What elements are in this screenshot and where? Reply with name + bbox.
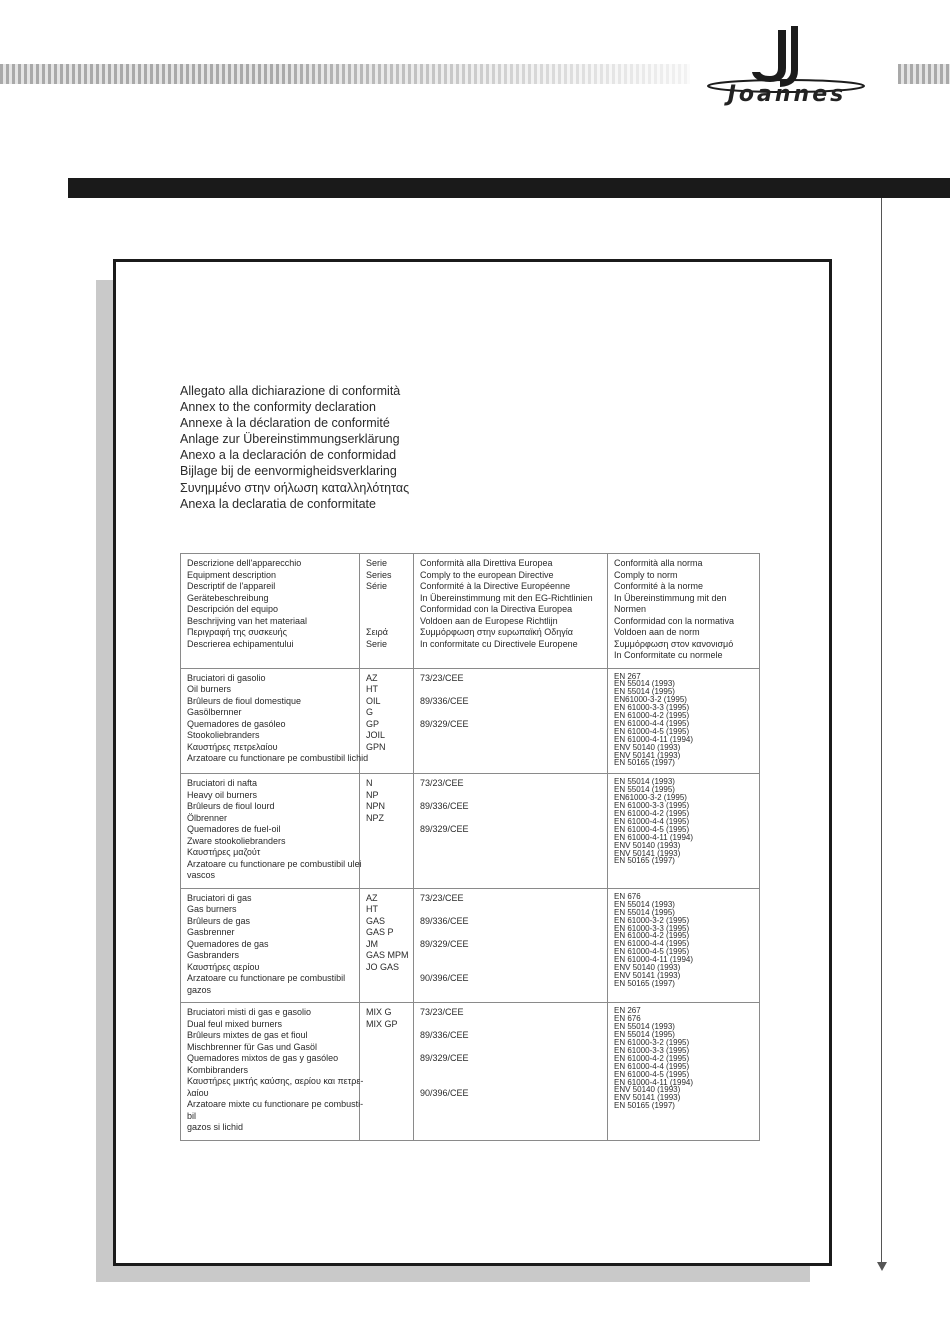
header-directive-line: In Übereinstimmung mit den EG-Richtlinien (420, 592, 593, 603)
norm-reference: EN 676 (614, 1014, 641, 1024)
norm-reference: EN 267 (614, 671, 641, 681)
description-line: Gasölbernner (187, 707, 242, 717)
header-directive-line: Conformidad con la Directiva Europea (420, 604, 573, 614)
description-line: Quemadores de gasóleo (187, 718, 286, 729)
header-directive-line: In conformitate cu Directivele Europene (420, 638, 578, 649)
norm-reference: EN 676 (614, 891, 641, 901)
header-series-line: Serie (366, 638, 388, 649)
series-code: MIX G (366, 1007, 392, 1018)
norms-cell (608, 668, 760, 774)
norm-reference: EN 61000-3-3 (1995) (614, 1045, 690, 1055)
header-norm-line: Normen (614, 604, 647, 614)
header-directive-line: Voldoen aan de Europese Richtlijn (420, 615, 558, 626)
description-line: λαίου (187, 1087, 209, 1098)
series-cell (360, 774, 414, 889)
margin-guide-line (881, 198, 882, 1263)
directive-code: 89/329/CEE (420, 718, 469, 729)
description-line: Ölbrenner (187, 812, 228, 823)
directive-code: 89/329/CEE (420, 938, 469, 949)
description-line: Bruciatori di gasolio (187, 672, 266, 683)
table-header-row (181, 554, 760, 669)
spacer (420, 707, 601, 719)
description-line: Gas burners (187, 904, 237, 915)
description-line: Quemadores de gas (187, 938, 269, 949)
header-series-line: Série (366, 581, 388, 591)
norm-reference: EN 55014 (1993) (614, 1022, 675, 1032)
annex-title-line: Anlage zur Übereinstimmungserklärung (180, 432, 400, 447)
series-cell (360, 1003, 414, 1141)
header-series-line: Σειρά (366, 627, 388, 637)
directive-code: 89/329/CEE (420, 824, 469, 835)
description-line: gazos (187, 984, 212, 995)
description-line: Bruciatori misti di gas e gasolio (187, 1007, 312, 1018)
header-directive-cell (414, 554, 608, 669)
directive-code: 89/329/CEE (420, 1053, 469, 1064)
norm-reference: EN 55014 (1995) (614, 907, 675, 917)
description-line: Arzatoare mixte cu functionare pe combusti- (187, 1099, 364, 1110)
description-cell (181, 888, 360, 1003)
directive-code: 90/396/CEE (420, 1087, 469, 1098)
header-stripe-right (898, 64, 950, 84)
norm-reference: EN 50165 (1997) (614, 856, 675, 866)
norm-reference: EN 61000-4-5 (1995) (614, 947, 690, 957)
table-row (181, 774, 760, 889)
header-description-line: Beschrijving van het materiaal (187, 615, 308, 626)
norm-reference: ENV 50140 (1993) (614, 840, 681, 850)
table-row (181, 668, 760, 774)
norm-reference: EN61000-3-2 (1995) (614, 695, 687, 705)
norm-reference: ENV 50141 (1993) (614, 970, 681, 980)
annex-title-line: Annexe à la déclaration de conformité (180, 416, 390, 431)
joannes-logo (694, 24, 880, 107)
description-line: Gasbranders (187, 950, 240, 961)
header-description-cell (181, 554, 360, 669)
series-code: OIL (366, 695, 381, 706)
description-line: Καυστήρες πετρελαίου (187, 741, 278, 752)
description-line: Heavy oil burners (187, 789, 258, 800)
description-line: gazos si lichid (187, 1122, 244, 1133)
norm-reference: EN 61000-4-11 (1994) (614, 1077, 694, 1087)
series-code: JOIL (366, 730, 386, 740)
norm-reference: ENV 50141 (1993) (614, 750, 681, 760)
header-norm-line: Conformité à la norme (614, 581, 704, 591)
series-code: MIX GP (366, 1018, 398, 1029)
norm-reference: EN 55014 (1995) (614, 1030, 675, 1040)
description-line: Καυστήρες αερίου (187, 961, 260, 972)
header-norm-line: Comply to norm (614, 569, 678, 580)
series-code: AZ (366, 672, 378, 683)
series-code: N (366, 778, 373, 789)
section-header-bar (68, 178, 950, 198)
annex-title-line: Bijlage bij de eenvormigheidsverklaring (180, 464, 397, 479)
description-line: Brûleurs mixtes de gas et fioul (187, 1030, 308, 1041)
norm-reference: EN 61000-3-3 (1995) (614, 801, 690, 811)
header-norm-line: Voldoen aan de norm (614, 627, 700, 637)
description-line: bil (187, 1110, 197, 1121)
description-line: Quemadores mixtos de gas y gasóleo (187, 1053, 339, 1064)
description-cell (181, 668, 369, 774)
header-directive-line: Συμμόρφωση στην ευρωπαϊκή Οδηγία (420, 627, 573, 637)
directive-cell (414, 1003, 608, 1141)
series-code: JO GAS (366, 961, 400, 972)
norm-reference: EN 61000-4-2 (1995) (614, 711, 690, 721)
annex-title-line: Συνημμένο στην οήλωση καταλληλότητας (180, 480, 410, 495)
norm-reference: EN 50165 (1997) (614, 978, 675, 988)
series-code: GPN (366, 741, 386, 752)
series-code: AZ (366, 892, 378, 903)
header-description-line: Περιγραφή της συσκευής (187, 627, 288, 637)
description-line: Brûleurs de fioul lourd (187, 801, 275, 812)
header-description-line: Gerätebeschreibung (187, 592, 269, 603)
header-norm-line: In Übereinstimmung mit den (614, 592, 727, 603)
logo-text: Joannes (727, 82, 847, 107)
header-directive-line: Conformità alla Direttiva Europea (420, 558, 553, 568)
norm-reference: EN 61000-4-11 (1994) (614, 955, 694, 965)
description-line: Brûleurs de gas (187, 915, 251, 926)
header-series-line (366, 593, 407, 605)
description-line: Arzatoare cu functionare pe combustibil lichid (187, 753, 369, 763)
directive-code: 89/336/CEE (420, 801, 469, 812)
directive-code: 73/23/CEE (420, 672, 464, 683)
header-norm-cell (608, 554, 760, 669)
norms-cell (608, 888, 760, 1003)
directive-code: 89/336/CEE (420, 1030, 469, 1041)
directive-code: 89/336/CEE (420, 695, 469, 706)
spacer (420, 950, 601, 962)
header-stripe-left (0, 64, 690, 84)
norm-reference: EN 61000-4-4 (1995) (614, 939, 690, 949)
directive-code: 73/23/CEE (420, 778, 464, 789)
description-line: Zware stookoliebranders (187, 835, 286, 846)
norm-reference: EN 61000-4-5 (1995) (614, 824, 690, 834)
norm-reference: EN 61000-4-11 (1994) (614, 832, 694, 842)
description-cell (181, 1003, 364, 1141)
norm-reference: EN 267 (614, 1006, 641, 1016)
norm-reference: ENV 50140 (1993) (614, 742, 681, 752)
spacer (420, 790, 601, 802)
header-directive-line: Conformité à la Directive Européenne (420, 581, 571, 591)
directive-code: 90/396/CEE (420, 973, 469, 984)
directive-code: 73/23/CEE (420, 1007, 464, 1018)
description-line: Mischbrenner für Gas und Gasöl (187, 1041, 318, 1052)
norm-reference: EN 61000-3-2 (1995) (614, 1038, 690, 1047)
annex-title-line: Allegato alla dichiarazione di conformità (180, 384, 401, 398)
norm-reference: EN 61000-3-2 (1995) (614, 915, 690, 925)
header-norm-line: In Conformitate cu normele (614, 650, 723, 660)
description-line: vascos (187, 870, 216, 881)
header-norm-line: Conformità alla norma (614, 558, 703, 568)
annex-title-line: Anexa la declaratia de conformitate (180, 496, 376, 511)
norm-reference: EN 55014 (1993) (614, 899, 675, 909)
annex-title-line: Annex to the conformity declaration (180, 400, 376, 415)
conformity-table (180, 553, 760, 1141)
norm-reference: EN 61000-4-2 (1995) (614, 809, 690, 818)
header-description-line: Descripción del equipo (187, 604, 279, 614)
annex-title-line: Anexo a la declaración de conformidad (180, 448, 397, 463)
description-line: Arzatoare cu functionare pe combustibil (187, 973, 346, 984)
header-series-line: Series (366, 569, 392, 580)
norm-reference: EN 55014 (1993) (614, 777, 675, 787)
spacer (420, 1042, 601, 1054)
spacer (420, 904, 601, 916)
description-line: Καυστήρες μικτής καύσης, αερίου και πετρε- (187, 1076, 364, 1087)
description-line: Kombibranders (187, 1064, 249, 1075)
table-row (181, 1003, 760, 1141)
norm-reference: EN 61000-4-4 (1995) (614, 718, 690, 728)
description-line: Arzatoare cu functionare pe combustibil ulei (187, 858, 362, 869)
series-code: GP (366, 718, 380, 729)
directive-cell (414, 774, 608, 889)
description-line: Stookoliebranders (187, 730, 260, 740)
norm-reference: EN 55014 (1995) (614, 785, 675, 795)
directive-cell (414, 888, 608, 1003)
series-code: JM (366, 938, 378, 949)
description-line: Quemadores de fuel-oil (187, 824, 281, 835)
norm-reference: EN 50165 (1997) (614, 1101, 675, 1111)
description-line: Dual feul mixed burners (187, 1018, 283, 1029)
header-description-line: Descriptif de l'appareil (187, 581, 276, 591)
norm-reference: EN 55014 (1995) (614, 687, 675, 697)
series-cell (360, 888, 414, 1003)
spacer (420, 1076, 601, 1088)
spacer (420, 684, 601, 696)
norm-reference: EN 55014 (1993) (614, 679, 675, 689)
norm-reference: EN 61000-4-2 (1995) (614, 1053, 690, 1063)
series-code: HT (366, 904, 378, 915)
description-cell (181, 774, 360, 889)
description-line: Καυστήρες μαζούτ (187, 847, 261, 858)
norm-reference: ENV 50140 (1993) (614, 1085, 681, 1095)
header-series-line (366, 604, 407, 616)
header-description-line: Descrierea echipamentului (187, 638, 294, 649)
norm-reference: ENV 50141 (1993) (614, 1093, 681, 1103)
norms-cell (608, 1003, 760, 1141)
norm-reference: ENV 50140 (1993) (614, 963, 681, 973)
norm-reference: EN 61000-3-3 (1995) (614, 923, 690, 933)
spacer (420, 1065, 601, 1077)
description-line: Gasbrenner (187, 927, 235, 938)
norms-cell (608, 774, 760, 889)
spacer (420, 962, 601, 974)
spacer (420, 813, 601, 825)
header-series-line (366, 616, 407, 628)
header-description-line: Equipment description (187, 569, 277, 580)
description-line: Oil burners (187, 684, 232, 694)
header-directive-line: Comply to the european Directive (420, 569, 554, 580)
series-code: NPZ (366, 812, 384, 823)
spacer (420, 927, 601, 939)
series-code: HT (366, 684, 378, 694)
norm-reference: EN 61000-4-11 (1994) (614, 734, 694, 744)
norm-reference: ENV 50141 (1993) (614, 848, 681, 858)
series-code: GAS (366, 915, 386, 926)
header-norm-line: Συμμόρφωση στον κανονισμό (614, 638, 734, 649)
annex-title-block (180, 383, 409, 512)
series-code: GAS MPM (366, 950, 409, 961)
norm-reference: EN 61000-4-5 (1995) (614, 1069, 690, 1079)
series-code: NP (366, 789, 379, 800)
norm-reference: EN 61000-4-5 (1995) (614, 726, 690, 736)
norm-reference: EN 61000-4-4 (1995) (614, 1061, 690, 1071)
series-code: G (366, 707, 374, 717)
norm-reference: EN 50165 (1997) (614, 758, 675, 768)
directive-code: 89/336/CEE (420, 915, 469, 926)
series-code: GAS P (366, 927, 394, 938)
header-norm-line: Conformidad con la normativa (614, 615, 735, 626)
description-line: Bruciatori di gas (187, 892, 252, 903)
header-series-cell (360, 554, 414, 669)
directive-code: 73/23/CEE (420, 892, 464, 903)
directive-cell (414, 668, 608, 774)
header-series-line: Serie (366, 558, 388, 568)
series-code: NPN (366, 801, 386, 812)
norm-reference: EN 61000-4-2 (1995) (614, 931, 690, 941)
header-description-line: Descrizione dell'apparecchio (187, 558, 302, 568)
description-line: Brûleurs de fioul domestique (187, 695, 302, 706)
down-arrow-icon (877, 1262, 887, 1271)
norm-reference: EN 61000-3-3 (1995) (614, 703, 690, 713)
norm-reference: EN61000-3-2 (1995) (614, 793, 687, 803)
table-row (181, 888, 760, 1003)
norm-reference: EN 61000-4-4 (1995) (614, 816, 690, 826)
spacer (420, 1019, 601, 1031)
description-line: Bruciatori di nafta (187, 778, 258, 789)
